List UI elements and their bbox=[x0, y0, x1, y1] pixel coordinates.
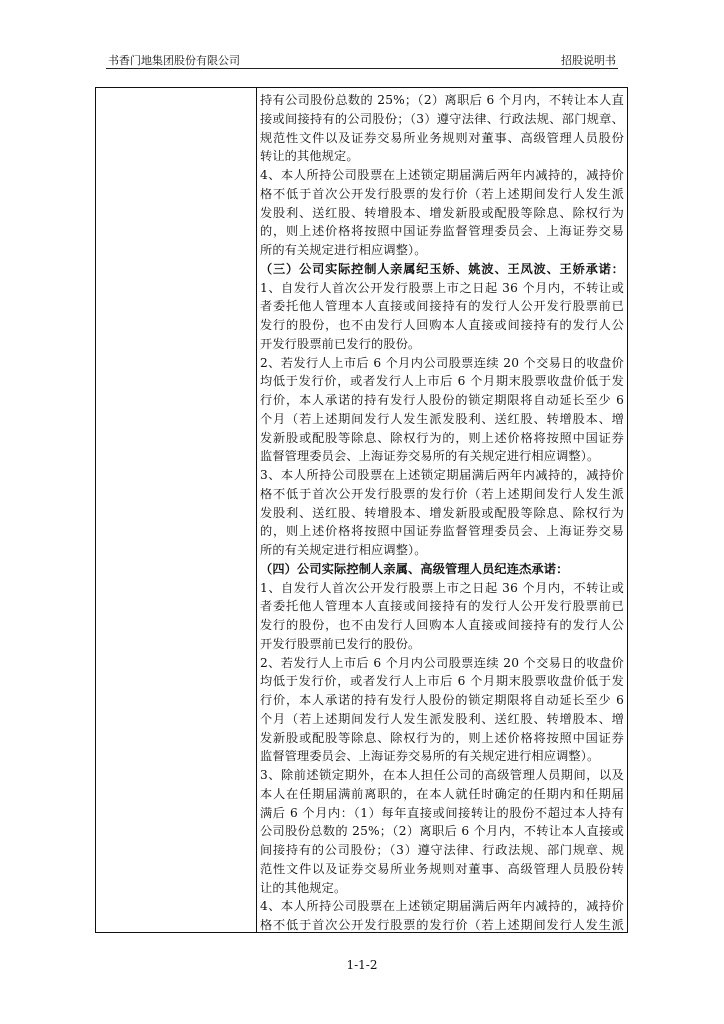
body-text-line: 发行的股份，也不由发行人回购本人直接或间接持有的发行人公 bbox=[260, 618, 624, 632]
body-text-line: 公司股份总数的 25%；（2）离职后 6 个月内，不转让本人直接或 bbox=[260, 824, 624, 839]
body-text-line: 间接持有的公司股份；（3）遵守法律、行政法规、部门规章、规 bbox=[260, 843, 624, 857]
body-text-line: 范性文件以及证券交易所业务规则对董事、高级管理人员股份转 bbox=[260, 861, 624, 876]
body-text-line: 的，则上述价格将按照中国证券监督管理委员会、上海证券交易 bbox=[260, 224, 624, 239]
body-text-line: 所的有关规定进行相应调整）。 bbox=[260, 243, 427, 257]
body-text-line: 规范性文件以及证券交易所业务规则对董事、高级管理人员股份 bbox=[260, 130, 624, 145]
body-text-line: 均低于发行价，或者发行人上市后 6 个月期末股票收盘价低于发 bbox=[260, 374, 624, 389]
body-text-line: 发新股或配股等除息、除权行为的，则上述价格将按照中国证券 bbox=[260, 430, 624, 445]
body-text-line: 格不低于首次公开发行股票的发行价（若上述期间发行人发生派 bbox=[260, 486, 624, 501]
body-text-line: 3、除前述锁定期外，在本人担任公司的高级管理人员期间，以及 bbox=[260, 768, 624, 782]
body-text-line: 格不低于首次公开发行股票的发行价（若上述期间发行人发生派 bbox=[260, 918, 624, 932]
body-text-line: 的，则上述价格将按照中国证券监督管理委员会、上海证券交易 bbox=[260, 524, 624, 539]
body-text-line: 者委托他人管理本人直接或间接持有的发行人公开发行股票前已 bbox=[260, 599, 624, 614]
page-number: 1-1-2 bbox=[346, 958, 378, 972]
table-left-column-divider bbox=[256, 88, 257, 932]
body-text-line: 满后 6 个月内：（1）每年直接或间接转让的股份不超过本人持有 bbox=[260, 805, 624, 820]
body-text-line: 者委托他人管理本人直接或间接持有的发行人公开发行股票前已 bbox=[260, 299, 624, 314]
commitment-table bbox=[95, 87, 628, 933]
body-text-line: 4、本人所持公司股票在上述锁定期届满后两年内减持的，减持价 bbox=[260, 168, 624, 182]
body-text-line: 行价，本人承诺的持有发行人股份的锁定期限将自动延长至少 6 bbox=[260, 393, 624, 407]
body-text-line: 监督管理委员会、上海证券交易所的有关规定进行相应调整）。 bbox=[260, 749, 600, 764]
body-text-line: 让的其他规定。 bbox=[260, 880, 347, 895]
section-heading-line: （三）公司实际控制人亲属纪玉娇、姚波、王凤波、王娇承诺： bbox=[260, 261, 624, 276]
body-text-line: 格不低于首次公开发行股票的发行价（若上述期间发行人发生派 bbox=[260, 186, 624, 201]
table-content-cell bbox=[260, 91, 624, 932]
section-heading-line: （四）公司实际控制人亲属、高级管理人员纪连杰承诺： bbox=[260, 561, 569, 576]
body-text-line: 3、本人所持公司股票在上述锁定期届满后两年内减持的，减持价 bbox=[260, 468, 624, 482]
page-header-company: 书香门地集团股份有限公司 bbox=[108, 54, 240, 67]
page-header-doc-title: 招股说明书 bbox=[561, 54, 616, 67]
body-text-line: 持有公司股份总数的 25%；（2）离职后 6 个月内，不转让本人直 bbox=[260, 93, 624, 107]
body-text-line: 个月（若上述期间发行人发生派发股利、送红股、转增股本、增 bbox=[260, 711, 624, 726]
body-text-line: 个月（若上述期间发行人发生派发股利、送红股、转增股本、增 bbox=[260, 411, 624, 426]
body-text-line: 1、自发行人首次公开发行股票上市之日起 36 个月内，不转让或 bbox=[260, 580, 624, 595]
header-rule bbox=[106, 68, 618, 69]
body-text-line: 2、若发行人上市后 6 个月内公司股票连续 20 个交易日的收盘价 bbox=[260, 355, 624, 370]
body-text-line: 发股利、送红股、转增股本、增发新股或配股等除息、除权行为 bbox=[260, 505, 624, 520]
body-text-line: 发新股或配股等除息、除权行为的，则上述价格将按照中国证券 bbox=[260, 730, 624, 745]
body-text-line: 发行的股份，也不由发行人回购本人直接或间接持有的发行人公 bbox=[260, 318, 624, 332]
body-text-line: 2、若发行人上市后 6 个月内公司股票连续 20 个交易日的收盘价 bbox=[260, 655, 624, 670]
body-text-line: 发股利、送红股、转增股本、增发新股或配股等除息、除权行为 bbox=[260, 205, 624, 220]
body-text-line: 本人在任期届满前离职的，在本人就任时确定的任期内和任期届 bbox=[260, 786, 624, 801]
body-text-line: 监督管理委员会、上海证券交易所的有关规定进行相应调整）。 bbox=[260, 449, 600, 464]
body-text-line: 开发行股票前已发行的股份。 bbox=[260, 636, 421, 651]
body-text-line: 所的有关规定进行相应调整）。 bbox=[260, 543, 427, 557]
body-text-line: 行价，本人承诺的持有发行人股份的锁定期限将自动延长至少 6 bbox=[260, 693, 624, 707]
body-text-line: 均低于发行价，或者发行人上市后 6 个月期末股票收盘价低于发 bbox=[260, 674, 624, 689]
body-text-line: 接或间接持有的公司股份；（3）遵守法律、行政法规、部门规章、 bbox=[260, 111, 624, 126]
body-text-line: 开发行股票前已发行的股份。 bbox=[260, 336, 421, 351]
body-text-line: 4、本人所持公司股票在上述锁定期届满后两年内减持的，减持价 bbox=[260, 899, 624, 914]
body-text-line: 1、自发行人首次公开发行股票上市之日起 36 个月内，不转让或 bbox=[260, 280, 624, 295]
body-text-line: 转让的其他规定。 bbox=[260, 149, 359, 164]
